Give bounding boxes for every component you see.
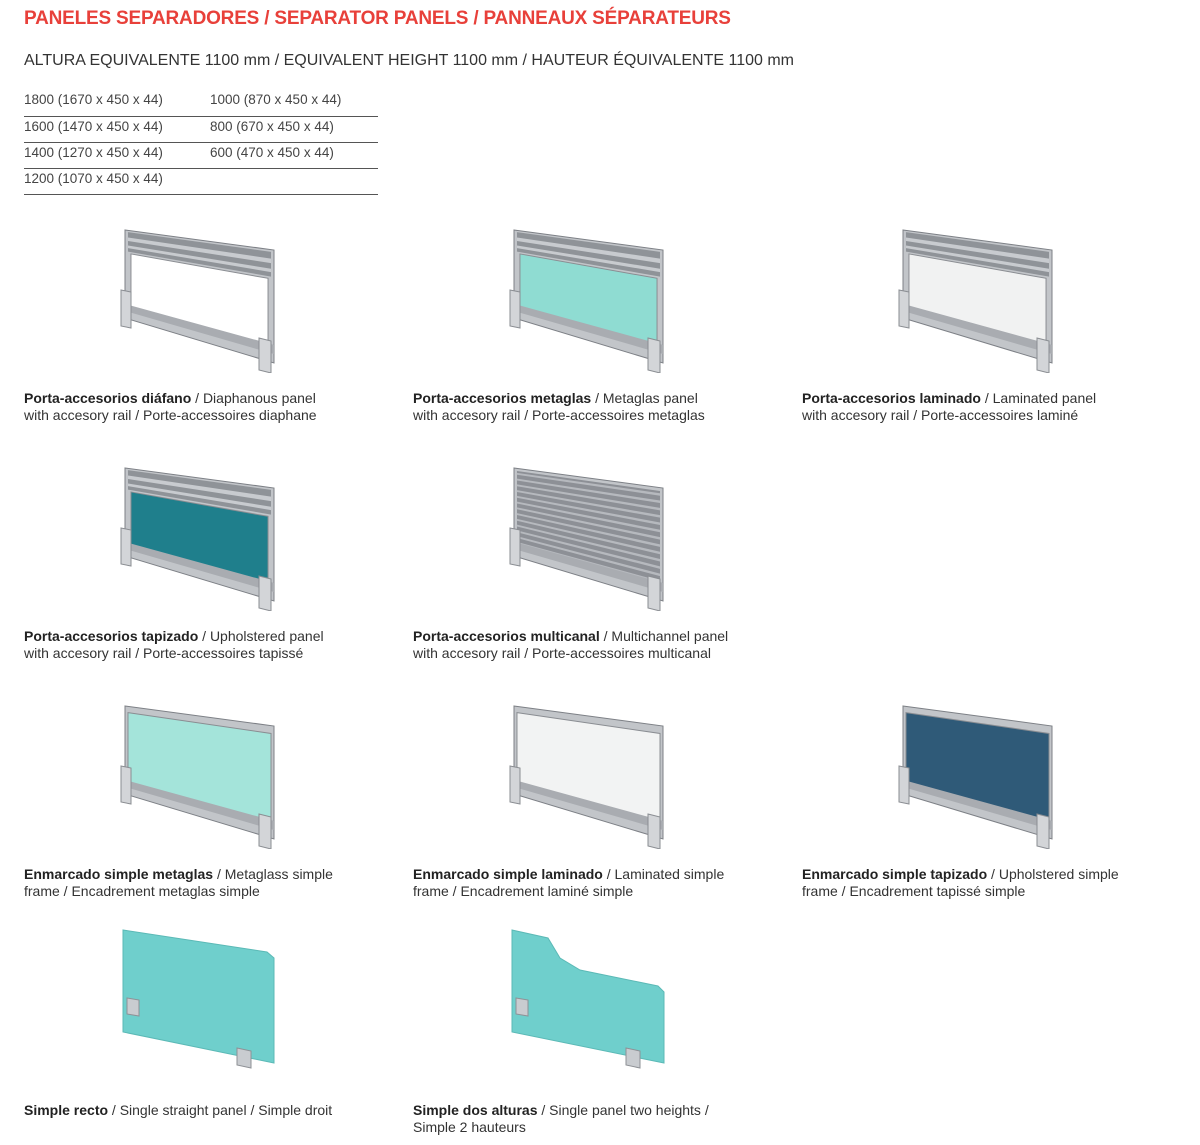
panel-two-heights-image bbox=[508, 928, 668, 1073]
page-title: PANELES SEPARADORES / SEPARATOR PANELS / PANNEAUX SÉPARATEURS bbox=[24, 8, 731, 29]
product-caption bbox=[24, 1102, 396, 1119]
product-desc: / Upholstered panel bbox=[198, 628, 324, 644]
product-caption bbox=[413, 1102, 785, 1136]
leg-right bbox=[1037, 814, 1049, 849]
product-name: Porta-accesorios metaglas bbox=[413, 390, 592, 406]
size-cell: 1000 (870 x 450 x 44) bbox=[210, 90, 378, 116]
product-caption bbox=[802, 866, 1174, 900]
product-card bbox=[413, 466, 785, 661]
leg-left bbox=[510, 290, 520, 328]
leg-right bbox=[648, 576, 660, 611]
leg-left bbox=[510, 528, 520, 566]
product-card bbox=[24, 928, 396, 1118]
page-subtitle: ALTURA EQUIVALENTE 1100 mm / EQUIVALENT HEIGHT 1100 mm / HAUTEUR ÉQUIVALENTE 1100 mm bbox=[24, 52, 794, 69]
panel-upholstered-image bbox=[119, 466, 279, 611]
product-card bbox=[24, 466, 396, 661]
product-card bbox=[413, 928, 785, 1135]
product-name: Porta-accesorios laminado bbox=[802, 390, 981, 406]
product-name: Simple recto bbox=[24, 1102, 109, 1118]
product-desc-2: frame / Encadrement tapissé simple bbox=[802, 883, 1026, 899]
product-caption bbox=[24, 390, 396, 424]
product-desc-2: frame / Encadrement laminé simple bbox=[413, 883, 634, 899]
product-card bbox=[413, 704, 785, 899]
clamp-right bbox=[237, 1048, 251, 1068]
panel-frame-metaglas-image bbox=[119, 704, 279, 849]
leg-right bbox=[259, 338, 271, 373]
leg-right bbox=[259, 814, 271, 849]
panel-frame-laminated-image bbox=[508, 704, 668, 849]
product-desc-2: with accesory rail / Porte-accessoires metaglas bbox=[413, 407, 705, 423]
size-cell: 1800 (1670 x 450 x 44) bbox=[24, 90, 210, 116]
size-cell: 1600 (1470 x 450 x 44) bbox=[24, 116, 210, 142]
product-caption bbox=[24, 866, 396, 900]
product-desc-2: with accesory rail / Porte-accessoires multicanal bbox=[413, 645, 711, 661]
leg-right bbox=[648, 338, 660, 373]
product-name: Porta-accesorios diáfano bbox=[24, 390, 192, 406]
product-name: Enmarcado simple laminado bbox=[413, 866, 603, 882]
product-desc: / Single straight panel / Simple droit bbox=[108, 1102, 333, 1118]
table-row bbox=[24, 142, 378, 168]
product-desc: / Metaglas panel bbox=[591, 390, 698, 406]
product-card bbox=[802, 704, 1174, 899]
size-cell: 800 (670 x 450 x 44) bbox=[210, 116, 378, 142]
size-cell: 600 (470 x 450 x 44) bbox=[210, 142, 378, 168]
product-desc-2: frame / Encadrement metaglas simple bbox=[24, 883, 260, 899]
product-desc: / Diaphanous panel bbox=[191, 390, 316, 406]
clamp-left bbox=[127, 998, 139, 1016]
product-name: Porta-accesorios multicanal bbox=[413, 628, 600, 644]
product-desc-2: with accesory rail / Porte-accessoires laminé bbox=[802, 407, 1079, 423]
panel-frame-upholstered-image bbox=[897, 704, 1057, 849]
product-card bbox=[24, 228, 396, 423]
product-card bbox=[802, 228, 1174, 423]
product-desc: / Laminated simple bbox=[602, 866, 725, 882]
product-caption bbox=[24, 628, 396, 662]
product-name: Porta-accesorios tapizado bbox=[24, 628, 199, 644]
clamp-left bbox=[516, 998, 528, 1016]
size-cell: 1200 (1070 x 450 x 44) bbox=[24, 168, 210, 194]
panel-multichannel-image bbox=[508, 466, 668, 611]
panel-straight-image bbox=[119, 928, 279, 1073]
leg-left bbox=[510, 766, 520, 804]
table-row bbox=[24, 116, 378, 142]
leg-right bbox=[1037, 338, 1049, 373]
product-desc-2: Simple 2 hauteurs bbox=[413, 1119, 526, 1135]
leg-left bbox=[121, 290, 131, 328]
product-desc: / Single panel two heights / bbox=[537, 1102, 709, 1118]
product-name: Enmarcado simple metaglas bbox=[24, 866, 214, 882]
clamp-right bbox=[626, 1048, 640, 1068]
leg-left bbox=[899, 766, 909, 804]
leg-left bbox=[899, 290, 909, 328]
product-desc: / Laminated panel bbox=[980, 390, 1097, 406]
size-table bbox=[24, 90, 378, 195]
product-card bbox=[24, 704, 396, 899]
product-caption bbox=[413, 390, 785, 424]
product-caption bbox=[413, 866, 785, 900]
size-cell: 1400 (1270 x 450 x 44) bbox=[24, 142, 210, 168]
size-cell bbox=[210, 168, 378, 194]
table-row bbox=[24, 90, 378, 116]
panel-metaglas-image bbox=[508, 228, 668, 373]
product-caption bbox=[802, 390, 1174, 424]
leg-left bbox=[121, 528, 131, 566]
product-desc: / Multichannel panel bbox=[599, 628, 729, 644]
product-desc: / Metaglass simple bbox=[213, 866, 333, 882]
product-name: Simple dos alturas bbox=[413, 1102, 538, 1118]
glass-panel bbox=[512, 930, 664, 1063]
leg-left bbox=[121, 766, 131, 804]
panel-laminated-image bbox=[897, 228, 1057, 373]
leg-right bbox=[648, 814, 660, 849]
product-desc-2: with accesory rail / Porte-accessoires diaphane bbox=[24, 407, 317, 423]
glass-panel bbox=[123, 930, 274, 1063]
panel-diaphanous-image bbox=[119, 228, 279, 373]
table-row bbox=[24, 168, 378, 194]
leg-right bbox=[259, 576, 271, 611]
product-desc-2: with accesory rail / Porte-accessoires tapissé bbox=[24, 645, 304, 661]
product-desc: / Upholstered simple bbox=[987, 866, 1119, 882]
product-caption bbox=[413, 628, 785, 662]
product-name: Enmarcado simple tapizado bbox=[802, 866, 988, 882]
product-card bbox=[413, 228, 785, 423]
